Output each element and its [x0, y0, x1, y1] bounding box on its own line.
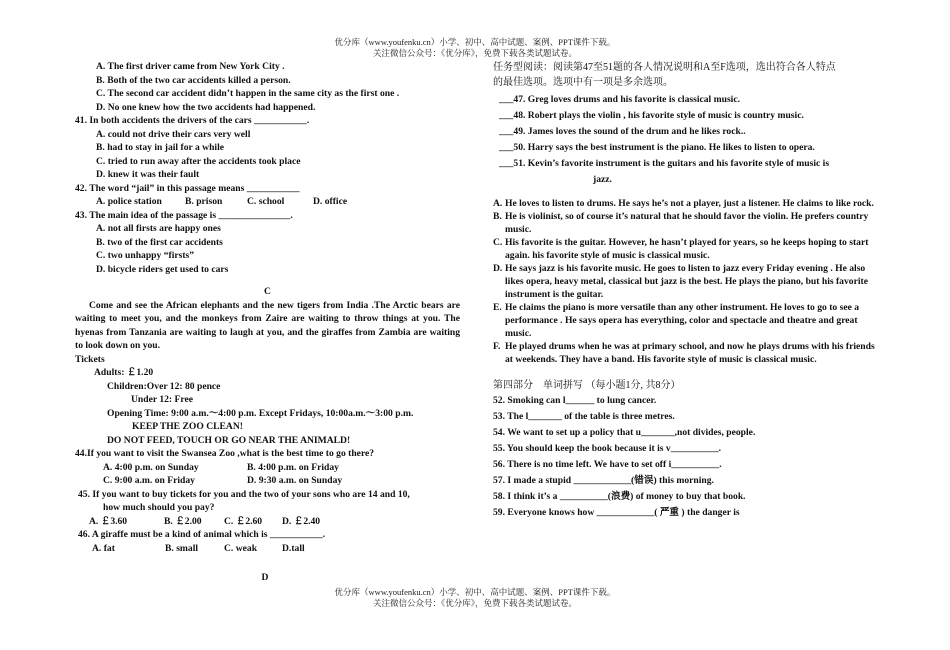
q41-option-a: A. could not drive their cars very well	[96, 128, 251, 140]
footer-line-1: 优分库（www.youfenku.cn）小学、初中、高中试题、案例、PPT课件下载。	[334, 587, 616, 597]
q43-option-d: D. bicycle riders get used to cars	[96, 263, 229, 275]
part4-title: 第四部分 单词拼写 （每小题1分, 共8分）	[493, 380, 681, 391]
section-c-heading: C	[264, 286, 271, 297]
passage-c: Come and see the African elephants and the new tigers from India .The Arctic bears are waiting to meet you, and the monkeys from Zaire are waiting to throw things at you. The hyenas from Tanzania are waiting to laugh at you, and the giraffes from Zambia are waiting to look down on you.	[75, 299, 460, 351]
q42-stem: 42. The word “jail” in this passage means ___________	[75, 182, 300, 194]
q45-stem-line-1: 45. If you want to buy tickets for you and the two of your sons who are 14 and 10,	[78, 488, 410, 500]
q45-stem-line-2: how much should you pay?	[103, 502, 215, 513]
q46-option-d: D.tall	[282, 542, 305, 554]
answer-option-e	[493, 301, 883, 340]
answer-text-d: He says jazz is his favorite music. He goes to listen to jazz every Friday evening . He also likes opera, heavy metal, classical but jazz is the best. He plays the piano, but his favorite instrument is the guitar.	[505, 263, 868, 300]
answer-label-b: B.	[493, 211, 502, 222]
answer-label-e: E.	[493, 302, 502, 313]
page-footer	[0, 587, 950, 609]
answer-option-d	[493, 262, 883, 301]
q44-option-d: D. 9:30 a.m. on Sunday	[247, 475, 343, 486]
tickets-adults: Adults: ￡1.20	[94, 367, 154, 378]
q41-stem: 41. In both accidents the drivers of the cars ___________.	[75, 115, 310, 126]
q43-option-a: A. not all firsts are happy ones	[96, 223, 221, 234]
person-49: ___49. James loves the sound of the drum and he likes rock..	[499, 126, 746, 137]
q45-option-d: D. ￡2.40	[282, 515, 321, 527]
q40-option-b: B. Both of the two car accidents killed a person.	[96, 74, 291, 86]
tickets-children-over: Children:Over 12: 80 pence	[107, 380, 221, 392]
q53: 53. The l_______ of the table is three metres.	[493, 411, 675, 422]
answer-option-b	[493, 210, 883, 236]
person-51: ___51. Kevin’s favorite instrument is the guitars and his favorite style of music is	[499, 158, 830, 169]
answer-label-f: F.	[493, 341, 501, 352]
left-column	[75, 60, 460, 585]
q44-stem: 44.If you want to visit the Swansea Zoo ,what is the best time to go there?	[75, 448, 375, 459]
answer-label-d: D.	[493, 263, 503, 274]
right-column	[493, 60, 883, 521]
q56: 56. There is no time left. We have to set off i__________.	[493, 459, 722, 470]
opening-time: Opening Time: 9:00 a.m.～4:00 p.m. Except Fridays, 10:00a.m.～3:00 p.m.	[107, 407, 414, 419]
q44-options-row-1	[75, 461, 460, 475]
q58: 58. I think it’s a __________(浪费) of money to buy that book.	[493, 491, 746, 502]
q42-option-c: C. school	[247, 196, 285, 207]
section-d-heading: D	[261, 572, 269, 583]
q57: 57. I made a stupid ____________(错误) this morning.	[493, 475, 714, 486]
person-50: ___50. Harry says the best instrument is the piano. He likes to listen to opera.	[499, 142, 815, 153]
q54: 54. We want to set up a policy that u_______,not divides, people.	[493, 427, 756, 438]
q45-option-b: B. ￡2.00	[164, 515, 202, 527]
answer-text-a: He loves to listen to drums. He says he’s not a player, just a listener. He claims to like rock.	[505, 198, 874, 209]
q40-option-a: A. The first driver came from New York City .	[96, 61, 285, 72]
answer-text-c: His favorite is the guitar. However, he hasn’t played for years, so he keeps hoping to start again. his favorite style of music is classical music.	[505, 237, 869, 261]
person-51-continued: jazz.	[593, 174, 612, 185]
task-intro-line-1: 任务型阅读：阅读第47至51题的各人情况说明和A至F选项，选出符合各人特点	[493, 62, 836, 73]
q55: 55. You should keep the book because it is v__________.	[493, 443, 722, 454]
header-line-2: 关注微信公众号：《优分库》，免费下载各类试题试卷。	[372, 48, 577, 58]
q46-option-a: A. fat	[92, 542, 115, 554]
spelling-questions	[493, 393, 883, 521]
q42-option-a: A. police station	[96, 196, 162, 207]
q43-option-c: C. two unhappy “firsts”	[96, 250, 195, 261]
q46-option-b: B. small	[165, 542, 199, 554]
answer-option-a	[493, 197, 883, 210]
do-not-feed: DO NOT FEED, TOUCH OR GO NEAR THE ANIMALD!	[107, 434, 351, 446]
q42-options	[75, 195, 460, 209]
q44-option-b: B. 4:00 p.m. on Friday	[247, 461, 339, 473]
q42-option-d: D. office	[313, 196, 348, 207]
q45-options	[75, 515, 460, 529]
q42-option-b: B. prison	[185, 196, 223, 207]
keep-zoo-clean: KEEP THE ZOO CLEAN!	[132, 421, 243, 432]
q41-option-c: C. tried to run away after the accidents took place	[96, 155, 301, 167]
answer-label-a: A.	[493, 198, 503, 209]
q44-options-row-2	[75, 474, 460, 488]
answer-text-e: He claims the piano is more versatile than any other instrument. He loves to go to see a performance . He says opera has everything, color and spectacle and theatre and great music.	[505, 302, 860, 339]
q44-option-c: C. 9:00 a.m. on Friday	[103, 475, 195, 486]
person-47: ___47. Greg loves drums and his favorite is classical music.	[499, 94, 740, 105]
q40-option-d: D. No one knew how the two accidents had happened.	[96, 101, 316, 113]
answer-text-f: He played drums when he was at primary school, and now he plays drums with his friends at weekends. They have a band. His favorite style of music is classical music.	[505, 341, 875, 365]
answer-option-c	[493, 236, 883, 262]
answer-options	[493, 197, 883, 366]
q41-option-b: B. had to stay in jail for a while	[96, 142, 225, 153]
page-header	[0, 37, 950, 59]
q46-option-c: C. weak	[224, 542, 258, 554]
answer-label-c: C.	[493, 237, 503, 248]
person-descriptions	[493, 92, 883, 188]
tickets-title: Tickets	[75, 353, 105, 365]
q44-option-a: A. 4:00 p.m. on Sunday	[103, 461, 199, 473]
task-intro-line-2: 的最佳选项。选项中有一项是多余选项。	[493, 77, 673, 88]
tickets-children-under: Under 12: Free	[131, 394, 193, 405]
task-reading-intro	[493, 60, 883, 90]
q46-stem: 46. A giraffe must be a kind of animal which is ___________.	[78, 529, 326, 540]
q46-options	[75, 542, 460, 556]
answer-text-b: He is violinist, so of course it’s natural that he should favor the violin. He prefers country music.	[505, 211, 869, 235]
q40-option-c: C. The second car accident didn’t happen in the same city as the first one .	[96, 88, 400, 99]
answer-option-f	[493, 340, 883, 366]
footer-line-2: 关注微信公众号：《优分库》，免费下载各类试题试卷。	[372, 598, 577, 608]
q43-option-b: B. two of the first car accidents	[96, 236, 223, 248]
q45-option-a: A. ￡3.60	[89, 515, 128, 527]
q43-stem: 43. The main idea of the passage is _______________.	[75, 209, 293, 221]
header-line-1: 优分库（www.youfenku.cn）小学、初中、高中试题、案例、PPT课件下载。	[334, 37, 616, 47]
q52: 52. Smoking can l______ to lung cancer.	[493, 395, 657, 406]
q41-option-d: D. knew it was their fault	[96, 169, 200, 180]
q59: 59. Everyone knows how ____________( 严重 ) the danger is	[493, 507, 740, 518]
q45-option-c: C. ￡2.60	[224, 515, 263, 527]
person-48: ___48. Robert plays the violin , his favorite style of music is country music.	[499, 110, 804, 121]
